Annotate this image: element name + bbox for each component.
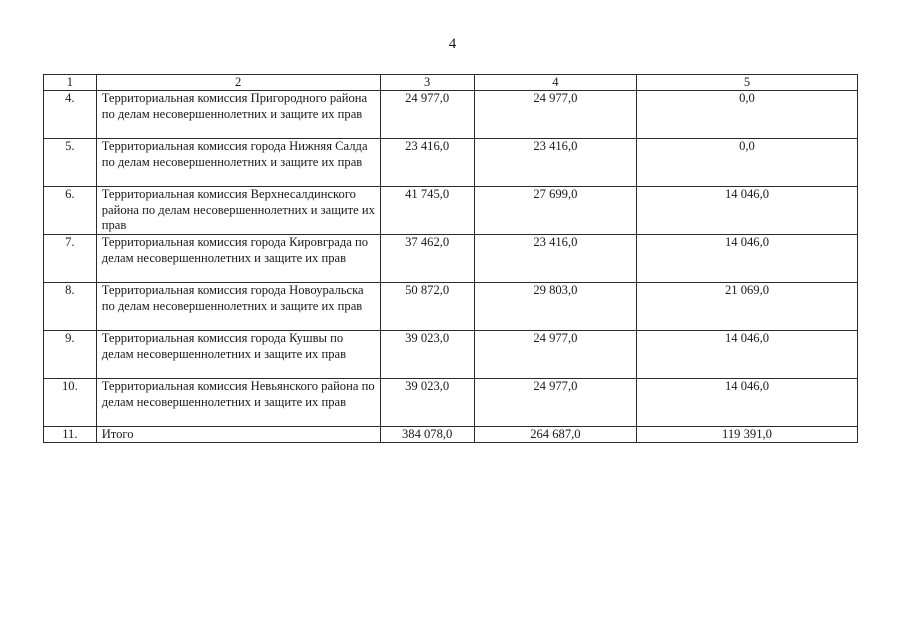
row-number: 10. (44, 379, 97, 427)
page-number: 4 (448, 36, 457, 52)
total-col3: 384 078,0 (380, 427, 474, 443)
value-col5: 21 069,0 (636, 283, 857, 331)
row-number: 4. (44, 91, 97, 139)
value-col5: 14 046,0 (636, 235, 857, 283)
value-col4: 27 699,0 (474, 187, 636, 235)
header-cell-5: 5 (636, 75, 857, 91)
value-col5: 14 046,0 (636, 379, 857, 427)
value-col4: 23 416,0 (474, 235, 636, 283)
commission-name: Территориальная комиссия города Нижняя Салда по делам несовершеннолетних и защите их прав (96, 139, 380, 187)
value-col4: 24 977,0 (474, 331, 636, 379)
commission-name: Территориальная комиссия Пригородного района по делам несовершеннолетних и защите их прав (96, 91, 380, 139)
value-col4: 24 977,0 (474, 91, 636, 139)
value-col4: 24 977,0 (474, 379, 636, 427)
commission-name: Территориальная комиссия города Кушвы по делам несовершеннолетних и защите их прав (96, 331, 380, 379)
total-label: Итого (96, 427, 380, 443)
row-number: 9. (44, 331, 97, 379)
header-cell-1: 1 (44, 75, 97, 91)
table-row (44, 283, 858, 331)
commission-name: Территориальная комиссия Невьянского района по делам несовершеннолетних и защите их прав (96, 379, 380, 427)
row-number: 8. (44, 283, 97, 331)
value-col3: 37 462,0 (380, 235, 474, 283)
total-row (44, 427, 858, 443)
header-cell-3: 3 (380, 75, 474, 91)
value-col3: 41 745,0 (380, 187, 474, 235)
value-col4: 23 416,0 (474, 139, 636, 187)
value-col5: 14 046,0 (636, 187, 857, 235)
table-row (44, 91, 858, 139)
total-col4: 264 687,0 (474, 427, 636, 443)
value-col4: 29 803,0 (474, 283, 636, 331)
row-number: 11. (44, 427, 97, 443)
table-row (44, 379, 858, 427)
value-col3: 24 977,0 (380, 91, 474, 139)
budget-table (43, 74, 858, 443)
total-col5: 119 391,0 (636, 427, 857, 443)
value-col5: 0,0 (636, 91, 857, 139)
table-row (44, 331, 858, 379)
value-col5: 14 046,0 (636, 331, 857, 379)
value-col3: 39 023,0 (380, 379, 474, 427)
commission-name: Территориальная комиссия города Кировграда по делам несовершеннолетних и защите их прав (96, 235, 380, 283)
table-header-row (44, 75, 858, 91)
value-col5: 0,0 (636, 139, 857, 187)
table-row (44, 187, 858, 235)
table-row (44, 235, 858, 283)
header-cell-4: 4 (474, 75, 636, 91)
commission-name: Территориальная комиссия города Новоуральска по делам несовершеннолетних и защите их прав (96, 283, 380, 331)
table-row (44, 139, 858, 187)
value-col3: 23 416,0 (380, 139, 474, 187)
header-cell-2: 2 (96, 75, 380, 91)
value-col3: 50 872,0 (380, 283, 474, 331)
commission-name: Территориальная комиссия Верхнесалдинского района по делам несовершеннолетних и защите их прав (96, 187, 380, 235)
row-number: 7. (44, 235, 97, 283)
row-number: 6. (44, 187, 97, 235)
row-number: 5. (44, 139, 97, 187)
value-col3: 39 023,0 (380, 331, 474, 379)
